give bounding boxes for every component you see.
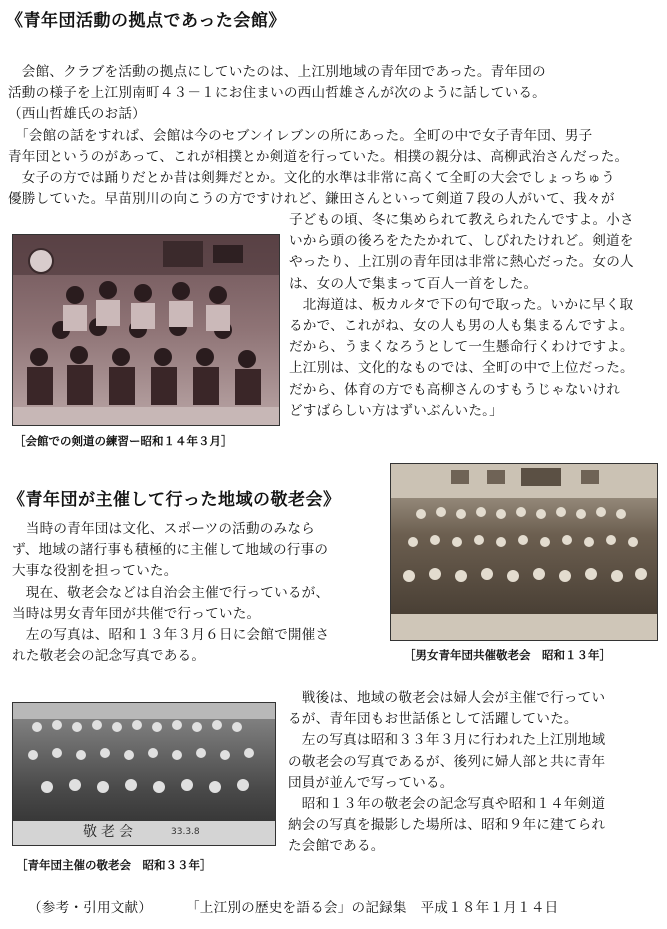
section1-title: 《青年団活動の拠点であった会館》 (6, 11, 286, 31)
paragraph-line: 現在、敬老会などは自治会主催で行っているが、 (12, 584, 330, 601)
photo-kendo-practice (12, 234, 280, 426)
photo-date-text: 33.3.8 (171, 827, 200, 837)
paragraph-line: るかで、これがね、女の人も男の人も集まるんですよ。 (289, 318, 634, 335)
paragraph-line: 左の写真は、昭和１３年３月６日に会館で開催さ (12, 627, 330, 644)
section1-right-text (289, 210, 634, 422)
paragraph-line: 納会の写真を撮影した場所は、昭和９年に建てられ (288, 817, 606, 834)
paragraph-line: るが、青年団もお世話係として活躍していた。 (288, 711, 578, 728)
paragraph-line: は、女の人で集まって百人一首をした。 (289, 275, 538, 292)
photo-keirokai-showa33 (12, 702, 276, 846)
paragraph-line: だから、うまくなろうとして一生懸命行くわけですよ。 (289, 339, 634, 356)
photo-keirokai-showa33-caption: ［青年団主催の敬老会 昭和３３年］ (16, 858, 212, 872)
paragraph-line: 戦後は、地域の敬老会は婦人会が主催で行ってい (288, 690, 606, 706)
paragraph-line: 上江別は、文化的なものでは、全町の中で上位だった。 (289, 360, 634, 377)
paragraph-line: ず、地域の諸行事も積極的に主催して地域の行事の (12, 542, 329, 559)
paragraph-line: 「会館の話をすれば、会館は今のセブンイレブンの所にあった。全町の中で女子青年団、男子 (8, 127, 593, 144)
paragraph-line: 女子の方では踊りだとか昔は剣舞だとか。文化的水準は非常に高くて全町の大会でしょっちゅう (8, 170, 615, 187)
paragraph-line: 大事な役割を担っていた。 (12, 563, 178, 580)
section2-title: 《青年団が主催して行った地域の敬老会》 (8, 490, 341, 510)
photo-keirokai-showa13-caption: ［男女青年団共催敬老会 昭和１３年］ (404, 648, 611, 662)
paragraph-line: 子どもの頃、冬に集められて教えられたんですよ。小さ (289, 212, 634, 228)
photo-sign-text: 敬老会 (83, 824, 137, 840)
section2-right-text (288, 688, 605, 858)
paragraph-line: 当時の青年団は文化、スポーツの活動のみなら (12, 521, 315, 537)
paragraph-line: 活動の様子を上江別南町４３－１にお住まいの西山哲雄さんが次のように話している。 (8, 85, 546, 102)
section2-left-text (12, 519, 329, 667)
paragraph-line: れた敬老会の記念写真である。 (12, 648, 206, 665)
paragraph-line: どすばらしい方はずいぶんいた。」 (289, 402, 503, 419)
paragraph-line: 昭和１３年の敬老会の記念写真や昭和１４年剣道 (288, 796, 606, 813)
photo-keirokai-showa13 (390, 463, 658, 641)
paragraph-line: の敬老会の写真であるが、後列に婦人部と共に青年 (288, 753, 606, 770)
paragraph-line: やったり、上江別の青年団は非常に熱心だった。女の人 (289, 254, 634, 271)
reference-label: （参考・引用文献） (28, 900, 153, 916)
paragraph-line: 優勝していた。早苗別川の向こうの方ですけれど、鎌田さんといって剣道７段の人がいて、我々が (8, 191, 615, 208)
paragraph-line: だから、体育の方でも高柳さんのすもうじゃないけれ (289, 381, 621, 398)
paragraph-line: 青年団というのがあって、これが相撲とか剣道を行っていた。相撲の親分は、高柳武治さんだった。 (8, 148, 629, 165)
paragraph-line: 当時は男女青年団が共催で行っていた。 (12, 605, 261, 622)
reference-source: 「上江別の歴史を語る会」の記録集 平成１８年１月１４日 (186, 900, 559, 916)
paragraph-line: （西山哲雄氏のお話） (8, 106, 146, 123)
paragraph-line: 団員が並んで写っている。 (288, 774, 454, 791)
paragraph-line: 会館、クラブを活動の拠点にしていたのは、上江別地域の青年団であった。青年団の (8, 64, 546, 80)
photo-kendo-caption: ［会館での剣道の練習ー昭和１４年３月］ (14, 434, 233, 448)
paragraph-line: いから頭の後ろをたたかれて、しびれたけれど。剣道を (289, 233, 634, 250)
paragraph-line: た会館である。 (288, 838, 385, 855)
paragraph-line: 左の写真は昭和３３年３月に行われた上江別地域 (288, 732, 606, 749)
section1-intro (8, 62, 628, 210)
paragraph-line: 北海道は、板カルタで下の句で取った。いかに早く取 (289, 296, 634, 313)
